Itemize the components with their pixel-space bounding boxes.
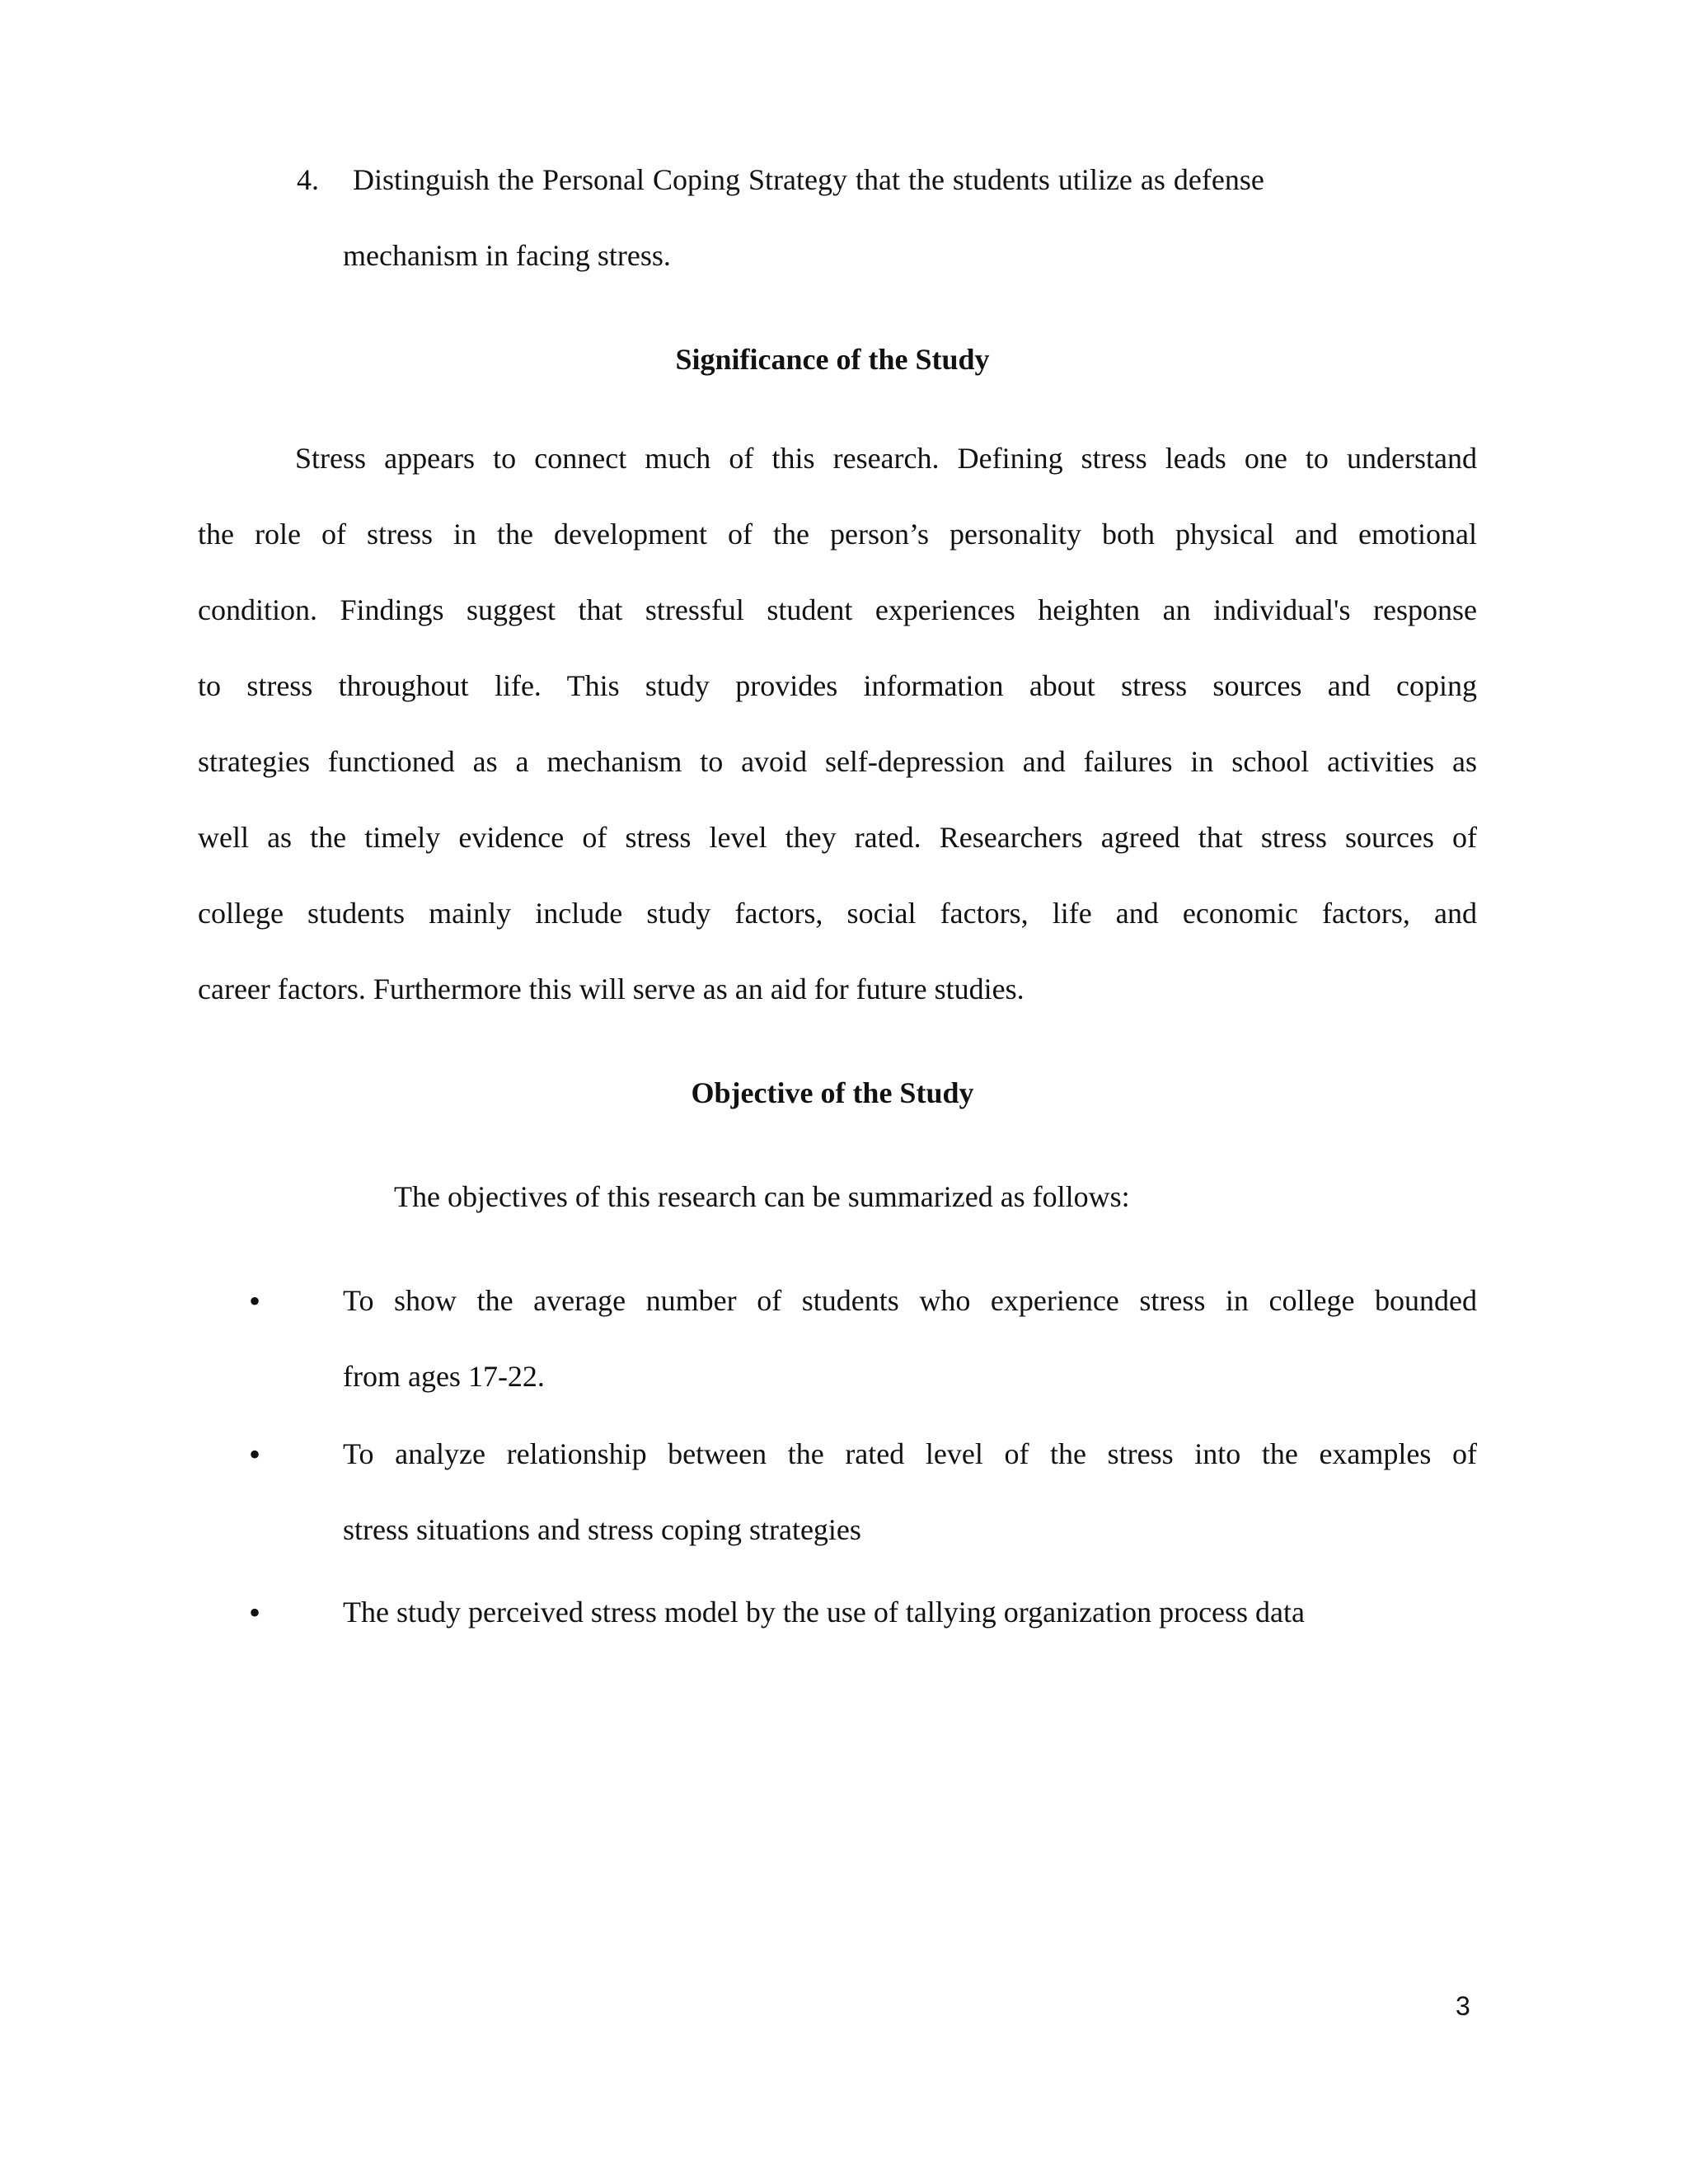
significance-paragraph-line: to stress throughout life. This study provides information about stress sources and coping: [198, 669, 1477, 702]
objective-intro: The objectives of this research can be summarized as follows:: [394, 1180, 1130, 1213]
significance-paragraph-line: college students mainly include study factors, social factors, life and economic factors, and: [198, 897, 1477, 930]
bullet-text-line: The study perceived stress model by the use of tallying organization process data: [343, 1596, 1306, 1629]
significance-paragraph-line: condition. Findings suggest that stressful student experiences heighten an individual's response: [198, 593, 1477, 626]
significance-paragraph-line: strategies functioned as a mechanism to avoid self-depression and failures in school activities as: [198, 745, 1477, 778]
page-number: 3: [1456, 1991, 1470, 2021]
bullet-text-line: stress situations and stress coping strategies: [343, 1513, 861, 1546]
significance-paragraph-line: well as the timely evidence of stress level they rated. Researchers agreed that stress sources of: [198, 821, 1477, 854]
significance-heading: Significance of the Study: [675, 343, 990, 376]
significance-paragraph-line: career factors. Furthermore this will serve as an aid for future studies.: [198, 972, 1025, 1005]
objective-heading: Objective of the Study: [691, 1076, 974, 1109]
significance-paragraph-line: the role of stress in the development of the person’s personality both physical and emotional: [198, 518, 1477, 551]
list-item-text-line-1: Distinguish the Personal Coping Strategy that the students utilize as defense: [353, 163, 1264, 196]
list-item-text-line-2: mechanism in facing stress.: [343, 239, 671, 272]
bullet-point: •: [248, 1594, 260, 1631]
significance-paragraph-line: Stress appears to connect much of this research. Defining stress leads one to understand: [295, 442, 1477, 475]
bullet-text-line: To analyze relationship between the rated level of the stress into the examples of: [343, 1437, 1477, 1470]
bullet-text-line: from ages 17-22.: [343, 1360, 545, 1393]
list-item-number: 4.: [297, 163, 319, 196]
bullet-text-line: To show the average number of students who experience stress in college bounded: [343, 1284, 1477, 1317]
bullet-point: •: [248, 1282, 260, 1319]
bullet-point: •: [248, 1436, 260, 1473]
